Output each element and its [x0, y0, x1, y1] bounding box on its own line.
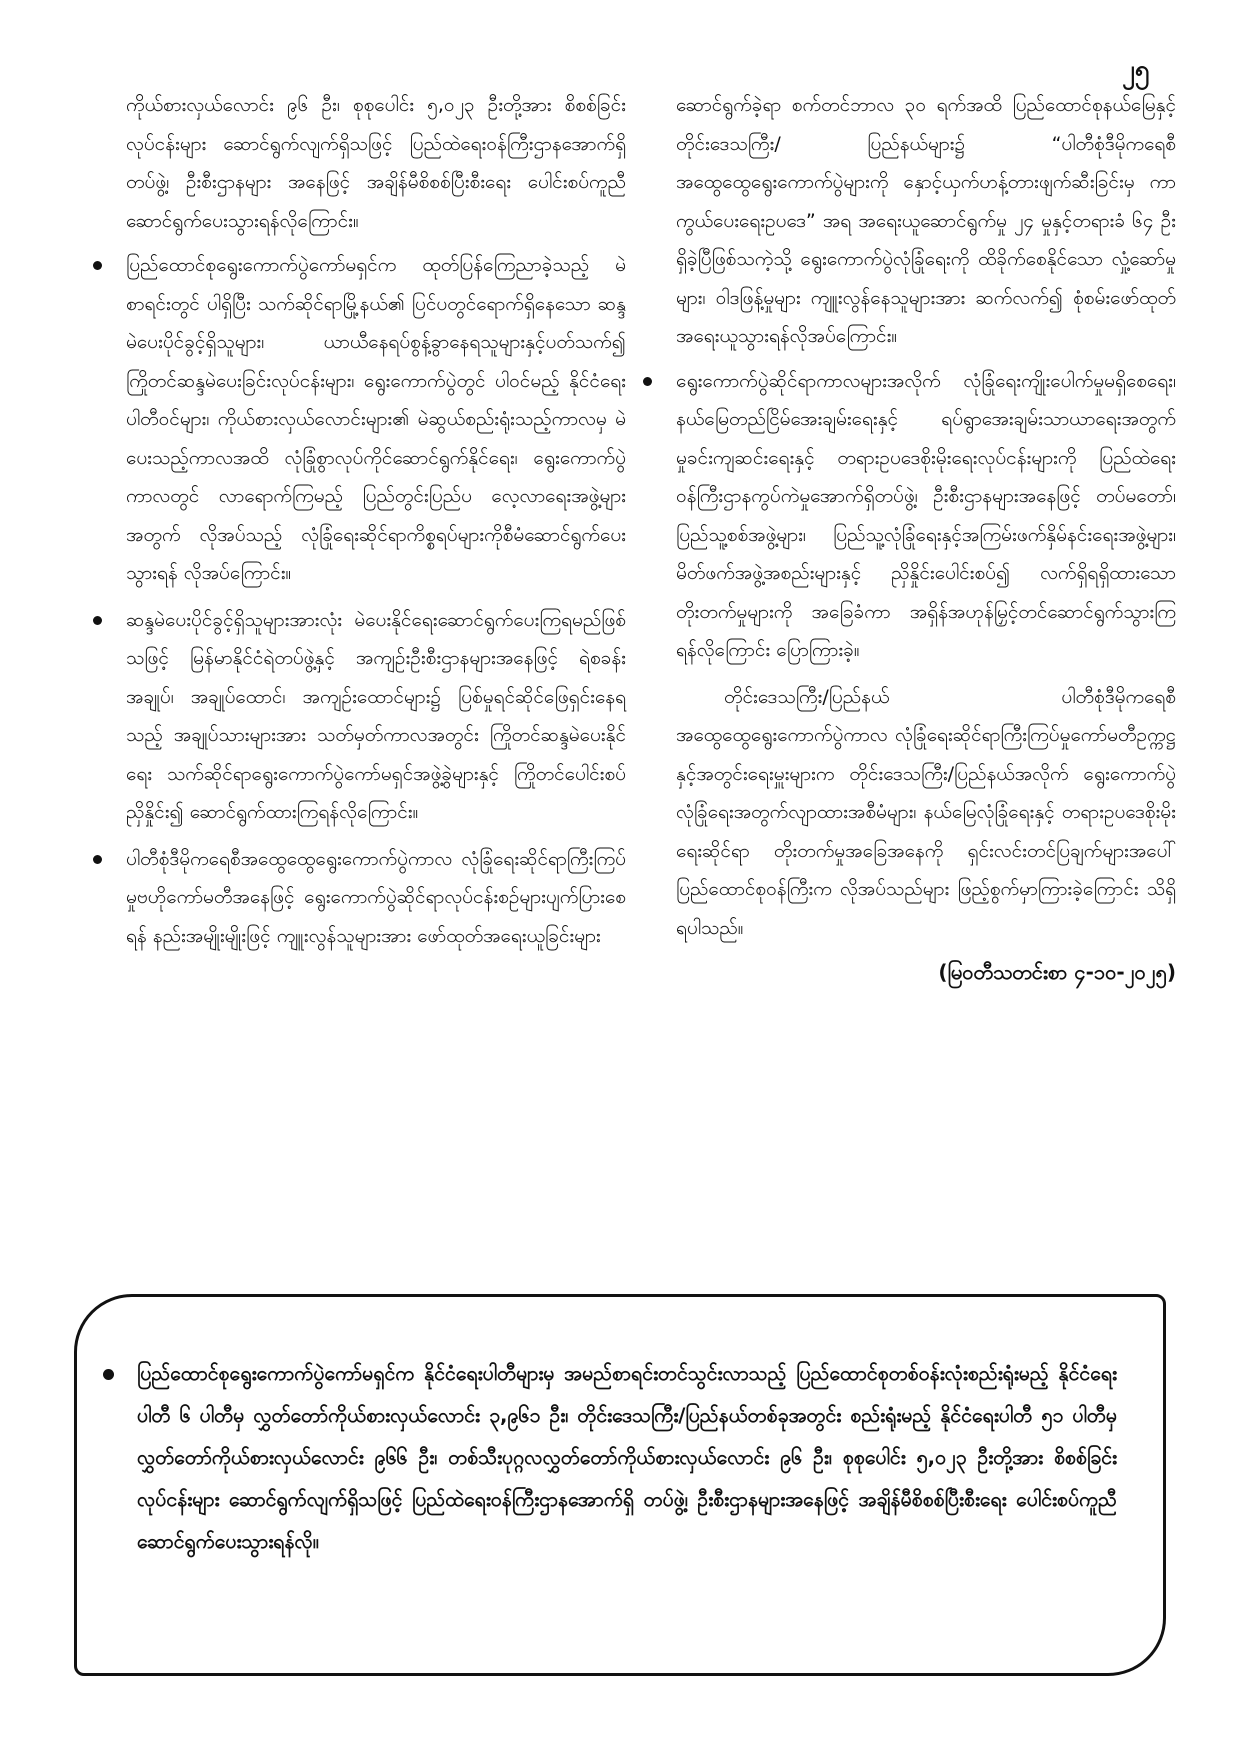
page-number: ၂၅ [1122, 55, 1150, 85]
left-column [126, 86, 626, 963]
bullet-icon [93, 855, 102, 864]
bullet-icon [93, 616, 102, 625]
intro-paragraph: ကိုယ်စားလှယ်လောင်း ၉၆ ဦး၊ စုစုပေါင်း ၅,၀၂၃ ဦးတို့အား စိစစ်ခြင်းလုပ်ငန်းများ ဆောင်ရွက်လျက်ရှိသဖြင့် ပြည်ထဲရေးဝန်ကြီးဌာနအောက်ရှိ တပ်ဖွဲ့၊ ဦးစီးဌာနများ အနေဖြင့် အချိန်မီစိစစ်ပြီးစီးရေး ပေါင်းစပ်ကူညီဆောင်ရွက်ပေးသွားရန်လိုကြောင်း။ [126, 94, 626, 232]
closing-paragraph: တိုင်းဒေသကြီး/ပြည်နယ် ပါတီစုံဒီမိုကရေစီအထွေထွေရွေးကောက်ပွဲကာလ လုံခြုံရေးဆိုင်ရာကြီးကြပ်မှုကော်မတီဥက္ကဋ္ဌနှင့်အတွင်းရေးမှူးများက တိုင်းဒေသကြီး/ပြည်နယ်အလိုက် ရွေးကောက်ပွဲ လုံခြုံရေးအတွက်လျာထားအစီမံများ၊ နယ်မြေလုံခြုံရေးနှင့် တရားဥပဒေစိုးမိုးရေးဆိုင်ရာ တိုးတက်မှုအခြေအနေကို ရှင်းလင်းတင်ပြချက်များအပေါ် ပြည်ထောင်စုဝန်ကြီးက လိုအပ်သည်များ ဖြည့်စွက်မှာကြားခဲ့ကြောင်း သိရှိရပါသည်။ [676, 685, 1176, 939]
bullet-item [126, 601, 626, 832]
bullet-text: ဆန္ဒမဲပေးပိုင်ခွင့်ရှိသူများအားလုံး မဲပေးနိုင်ရေးဆောင်ရွက်ပေးကြရမည်ဖြစ်သဖြင့် မြန်မာနိုင်ငံရဲတပ်ဖွဲ့နှင့် အကျဉ်းဦးစီးဌာနများအနေဖြင့် ရဲစခန်းအချုပ်၊ အချုပ်ထောင်၊ အကျဉ်းထောင်များ၌ ပြစ်မှုရင်ဆိုင်ဖြေရှင်းနေရသည့် အချုပ်သားများအား သတ်မှတ်ကာလအတွင်း ကြိုတင်ဆန္ဒမဲပေးနိုင်ရေး သက်ဆိုင်ရာရွေးကောက်ပွဲကော်မရှင်အဖွဲ့ခွဲများနှင့် ကြိုတင်ပေါင်းစပ်ညှိနှိုင်း၍ ဆောင်ရွက်ထားကြရန်လိုကြောင်း။ [126, 608, 626, 823]
right-column [676, 86, 1176, 992]
bullet-icon [103, 1369, 114, 1380]
bullet-text: ပါတီစုံဒီမိုကရေစီအထွေထွေရွေးကောက်ပွဲကာလ လုံခြုံရေးဆိုင်ရာကြီးကြပ်မှုဗဟိုကော်မတီအနေဖြင့် ရွေးကောက်ပွဲဆိုင်ရာလုပ်ငန်းစဉ်များပျက်ပြားစေရန် နည်းအမျိုးမျိုးဖြင့် ကျူးလွန်သူများအား ဖော်ထုတ်အရေးယူခြင်းများ [126, 847, 626, 947]
bullet-text: ပြည်ထောင်စုရွေးကောက်ပွဲကော်မရှင်က ထုတ်ပြန်ကြေညာခဲ့သည့် မဲစာရင်းတွင် ပါရှိပြီး သက်ဆိုင်ရာမြို့နယ်၏ ပြင်ပတွင်ရောက်ရှိနေသော ဆန္ဒမဲပေးပိုင်ခွင့်ရှိသူများ၊ ယာယီနေရပ်စွန့်ခွာနေရသူများနှင့်ပတ်သက်၍ ကြိုတင်ဆန္ဒမဲပေးခြင်းလုပ်ငန်းများ၊ ရွေးကောက်ပွဲတွင် ပါဝင်မည့် နိုင်ငံရေးပါတီဝင်များ၊ ကိုယ်စားလှယ်လောင်းများ၏ မဲဆွယ်စည်းရုံးသည့်ကာလမှ မဲပေးသည့်ကာလအထိ လုံခြုံစွာလုပ်ကိုင်ဆောင်ရွက်နိုင်ရေး၊ ရွေးကောက်ပွဲကာလတွင် လာရောက်ကြမည့် ပြည်တွင်းပြည်ပ လေ့လာရေးအဖွဲ့များအတွက် လိုအပ်သည့် လုံခြုံရေးဆိုင်ရာကိစ္စရပ်များကိုစီမံဆောင်ရွက်ပေးသွားရန် လိုအပ်ကြောင်း။ [126, 254, 626, 584]
source-citation: (မြဝတီသတင်းစာ ၄-၁၀-၂၀၂၅) [938, 960, 1176, 984]
bullet-item [676, 362, 1176, 670]
continued-paragraph: ဆောင်ရွက်ခဲ့ရာ စက်တင်ဘာလ ၃၀ ရက်အထိ ပြည်ထောင်စုနယ်မြေနှင့် တိုင်းဒေသကြီး/ ပြည်နယ်များ၌ “ပါတီစုံဒီမိုကရေစီအထွေထွေရွေးကောက်ပွဲများကို နှောင့်ယှက်ဟန့်တားဖျက်ဆီးခြင်းမှ ကာကွယ်ပေးရေးဥပဒေ” အရ အရေးယူဆောင်ရွက်မှု ၂၄ မှုနှင့်တရားခံ ၆၄ ဦးရှိခဲ့ပြီဖြစ်သကဲ့သို့ ရွေးကောက်ပွဲလုံခြုံရေးကို ထိခိုက်စေနိုင်သော လှုံ့ဆော်မှုများ၊ ဝါဒဖြန့်မှုများ ကျူးလွန်နေသူများအား ဆက်လက်၍ စုံစမ်းဖော်ထုတ်အရေးယူသွားရန်လိုအပ်ကြောင်း။ [676, 94, 1176, 347]
bullet-text: ရွေးကောက်ပွဲဆိုင်ရာကာလများအလိုက် လုံခြုံရေးကျိုးပေါက်မှုမရှိစေရေး၊ နယ်မြေတည်ငြိမ်အေးချမ်းရေးနှင့် ရပ်ရွာအေးချမ်းသာယာရေးအတွက် မှုခင်းကျဆင်းရေးနှင့် တရားဥပဒေစိုးမိုးရေးလုပ်ငန်းများကို ပြည်ထဲရေးဝန်ကြီးဌာနကွပ်ကဲမှုအောက်ရှိတပ်ဖွဲ့၊ ဦးစီးဌာနများအနေဖြင့် တပ်မတော်၊ ပြည်သူ့စစ်အဖွဲ့များ၊ ပြည်သူ့လုံခြုံရေးနှင့်အကြမ်းဖက်နှိမ်နင်းရေးအဖွဲ့များ၊ မိတ်ဖက်အဖွဲ့အစည်းများနှင့် ညှိနှိုင်းပေါင်းစပ်၍ လက်ရှိရရှိထားသောတိုးတက်မှုများကို အခြေခံကာ အရှိန်အဟုန်မြှင့်တင်ဆောင်ရွက်သွားကြရန်လိုကြောင်း ပြောကြားခဲ့။ [676, 369, 1176, 661]
bullet-icon [643, 377, 652, 386]
bullet-icon [93, 261, 102, 270]
bullet-item [126, 840, 626, 956]
summary-box [74, 1294, 1166, 1676]
summary-text: ပြည်ထောင်စုရွေးကောက်ပွဲကော်မရှင်က နိုင်ငံရေးပါတီများမှ အမည်စာရင်းတင်သွင်းလာသည့် ပြည်ထောင်စုတစ်ဝန်းလုံးစည်းရုံးမည့် နိုင်ငံရေးပါတီ ၆ ပါတီမှ လွှတ်တော်ကိုယ်စားလှယ်လောင်း ၃,၉၆၁ ဦး၊ တိုင်းဒေသကြီး/ပြည်နယ်တစ်ခုအတွင်း စည်းရုံးမည့် နိုင်ငံရေးပါတီ ၅၁ ပါတီမှ လွှတ်တော်ကိုယ်စားလှယ်လောင်း ၉၆၆ ဦး၊ တစ်သီးပုဂ္ဂလလွှတ်တော်ကိုယ်စားလှယ်လောင်း ၉၆ ဦး၊ စုစုပေါင်း ၅,၀၂၃ ဦးတို့အား စိစစ်ခြင်းလုပ်ငန်းများ ဆောင်ရွက်လျက်ရှိသဖြင့် ပြည်ထဲရေးဝန်ကြီးဌာနအောက်ရှိ တပ်ဖွဲ့၊ ဦးစီးဌာနများအနေဖြင့် အချိန်မီစိစစ်ပြီးစီးရေး ပေါင်းစပ်ကူညီဆောင်ရွက်ပေးသွားရန်လို။ [137, 1362, 1117, 1553]
summary-bullet [137, 1353, 1117, 1563]
bullet-item [126, 246, 626, 593]
